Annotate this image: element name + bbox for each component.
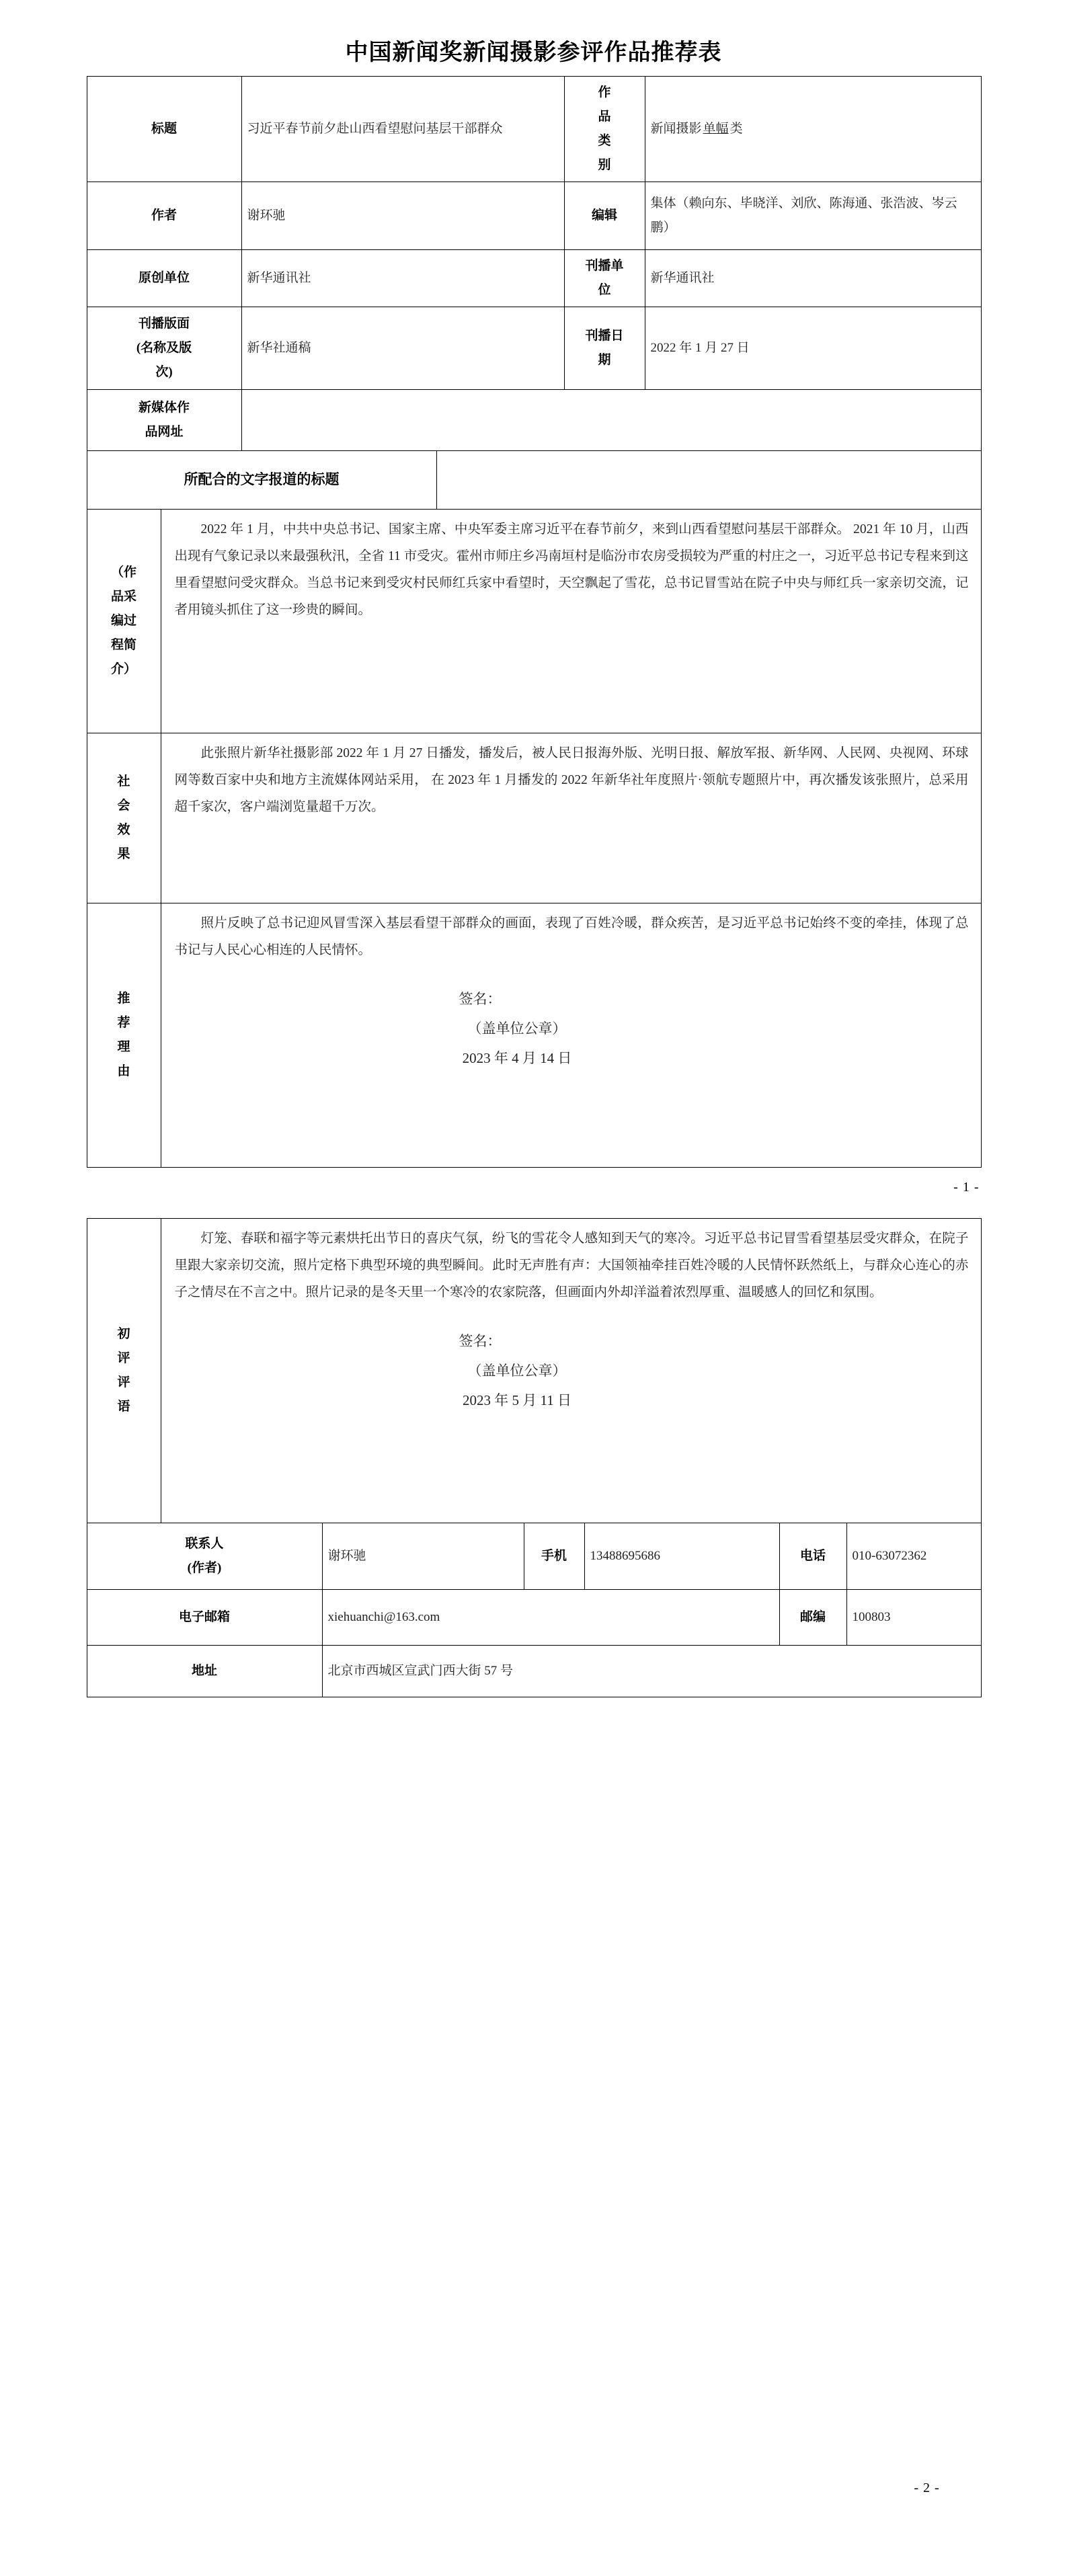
- label-editor: 编辑: [564, 182, 645, 249]
- table-row-companion-report: [87, 451, 981, 510]
- value-review-comment-container: [161, 1219, 981, 1523]
- label-newmedia-url: [87, 390, 241, 451]
- label-title: 标题: [87, 76, 241, 182]
- label-companion-report: 所配合的文字报道的标题: [87, 451, 436, 510]
- value-mobile: 13488695686: [584, 1523, 779, 1590]
- page-title: 中国新闻奖新闻摄影参评作品推荐表: [345, 40, 722, 65]
- label-review-comment-text: 初评评语: [117, 1326, 130, 1414]
- recommend-signature-date: 2023 年 4 月 14 日: [462, 1050, 572, 1067]
- category-prefix: 新闻摄影: [650, 121, 702, 136]
- category-suffix: 类: [729, 121, 743, 136]
- value-newmedia-url: [241, 390, 981, 451]
- label-original-unit: 原创单位: [87, 249, 241, 307]
- value-recommend-reason-container: [161, 903, 981, 1168]
- value-process-container: [161, 510, 981, 733]
- value-title: 习近平春节前夕赴山西看望慰问基层干部群众: [241, 76, 564, 182]
- label-social-effect-text: 社会效果: [117, 774, 130, 862]
- review-signature-block: [167, 1326, 976, 1415]
- table-row-contact: [87, 1523, 981, 1590]
- label-review-comment: [87, 1219, 161, 1523]
- label-recommend-reason: [87, 903, 161, 1168]
- value-review-comment-text: 灯笼、春联和福字等元素烘托出节日的喜庆气氛，纷飞的雪花令人感知到天气的寒冷。习近平总书记冒雪看望基层受灾群众，在院子里跟大家亲切交流，照片定格下典型环境的典型瞬间。此时无声胜有声：大国领袖牵挂百姓冷暖的人民情怀跃然纸上，与群众心连心的赤子之情尽在不言之中。照片记录的是冬天里一个寒冷的农家院落，但画面内外却洋溢着浓烈厚重、温暖感人的回忆和氛围。: [174, 1232, 969, 1300]
- value-editor: 集体（赖向东、毕晓洋、刘欣、陈海通、张浩波、岑云鹏）: [645, 182, 981, 249]
- label-publish-unit-text: 刊播单位: [585, 258, 624, 298]
- table-row-email: [87, 1590, 981, 1646]
- value-email: xiehuanchi@163.com: [322, 1590, 779, 1646]
- table-row-review-comment: [87, 1219, 981, 1523]
- label-process-text: （作品采编过程简介）: [110, 565, 136, 677]
- recommend-signature-block: [167, 984, 976, 1073]
- value-original-unit: 新华通讯社: [241, 249, 564, 307]
- table-row-author: [87, 182, 981, 249]
- label-publish-layout: [87, 307, 241, 390]
- label-phone: 电话: [779, 1523, 846, 1590]
- label-email: 电子邮箱: [87, 1590, 322, 1646]
- page-break-spacer: [0, 1195, 1067, 1218]
- recommend-signature-name: 签名：: [459, 991, 502, 1008]
- category-fill: 单幅: [703, 121, 729, 136]
- review-signature-name: 签名：: [459, 1333, 502, 1350]
- label-publish-layout-text: 刊播版面(名称及版次): [136, 317, 192, 380]
- label-publish-unit: [564, 249, 645, 307]
- table-row-title: [87, 76, 981, 182]
- value-social-effect-container: [161, 733, 981, 903]
- value-contact-person: 谢环驰: [322, 1523, 524, 1590]
- value-phone: 010-63072362: [846, 1523, 981, 1590]
- page-number-2: - 2 -: [914, 2481, 940, 2495]
- label-category-text: 作品类别: [598, 85, 611, 172]
- value-postcode: 100803: [846, 1590, 981, 1646]
- form-table-container: [87, 76, 981, 1168]
- label-author: 作者: [87, 182, 241, 249]
- review-signature-date: 2023 年 5 月 11 日: [463, 1392, 571, 1409]
- label-address: 地址: [87, 1646, 322, 1697]
- label-process: [87, 510, 161, 733]
- value-publish-layout: 新华社通稿: [241, 307, 564, 390]
- recommendation-form-table-2: [87, 1218, 982, 1697]
- label-newmedia-url-text: 新媒体作品网址: [139, 401, 190, 440]
- page-number-1: - 1 -: [953, 1180, 980, 1195]
- label-contact-person: [87, 1523, 322, 1590]
- label-recommend-reason-text: 推荐理由: [117, 991, 130, 1079]
- table-row-publish-layout: [87, 307, 981, 390]
- recommend-signature-seal: （盖单位公章）: [467, 1020, 567, 1037]
- value-companion-report: [436, 451, 981, 510]
- value-publish-unit: 新华通讯社: [645, 249, 981, 307]
- value-publish-date: 2022 年 1 月 27 日: [645, 307, 981, 390]
- table-row-address: [87, 1646, 981, 1697]
- value-address: 北京市西城区宣武门西大街 57 号: [322, 1646, 981, 1697]
- table-row-process: [87, 510, 981, 733]
- value-author: 谢环驰: [241, 182, 564, 249]
- page-number-2-container: [0, 2481, 1067, 2496]
- label-publish-date-text: 刊播日期: [585, 329, 624, 368]
- label-mobile: 手机: [524, 1523, 584, 1590]
- table-row-newmedia-url: [87, 390, 981, 451]
- table-row-recommend-reason: [87, 903, 981, 1168]
- recommendation-form-table: [87, 76, 982, 1168]
- form-table-container-2: [87, 1218, 981, 1697]
- value-process-text: 2022 年 1 月，中共中央总书记、国家主席、中央军委主席习近平在春节前夕，来到山西看望慰问基层干部群众。 2021 年 10 月，山西出现有气象记录以来最强秋汛，全省 11 市受灾。霍州市师庄乡冯南垣村是临汾市农房受损较为严重的村庄之一，习近平总书记专程来到这里看望慰问受灾群众。当总书记来到受灾村民师红兵家中看望时，天空飘起了雪花，总书记冒雪站在院子中央与师红兵一家亲切交流，记者用镜头抓住了这一珍贵的瞬间。: [174, 522, 969, 618]
- value-recommend-reason-text: 照片反映了总书记迎风冒雪深入基层看望干部群众的画面，表现了百姓冷暖，群众疾苦，是习近平总书记始终不变的牵挂，体现了总书记与人民心心相连的人民情怀。: [174, 916, 969, 958]
- label-contact-person-text: 联系人(作者): [185, 1537, 224, 1576]
- table-row-social-effect: [87, 733, 981, 903]
- value-category: [645, 76, 981, 182]
- value-social-effect-text: 此张照片新华社摄影部 2022 年 1 月 27 日播发，播发后，被人民日报海外版、光明日报、解放军报、新华网、人民网、央视网、环球网等数百家中央和地方主流媒体网站采用， 在 2023 年 1 月播发的 2022 年新华社年度照片·领航专题照片中，再次播发该张照片，总采用超千家次，客户端浏览量超千万次。: [174, 746, 969, 815]
- table-row-original-unit: [87, 249, 981, 307]
- label-category: [564, 76, 645, 182]
- review-signature-seal: （盖单位公章）: [467, 1363, 567, 1379]
- label-social-effect: [87, 733, 161, 903]
- label-postcode: 邮编: [779, 1590, 846, 1646]
- label-publish-date: [564, 307, 645, 390]
